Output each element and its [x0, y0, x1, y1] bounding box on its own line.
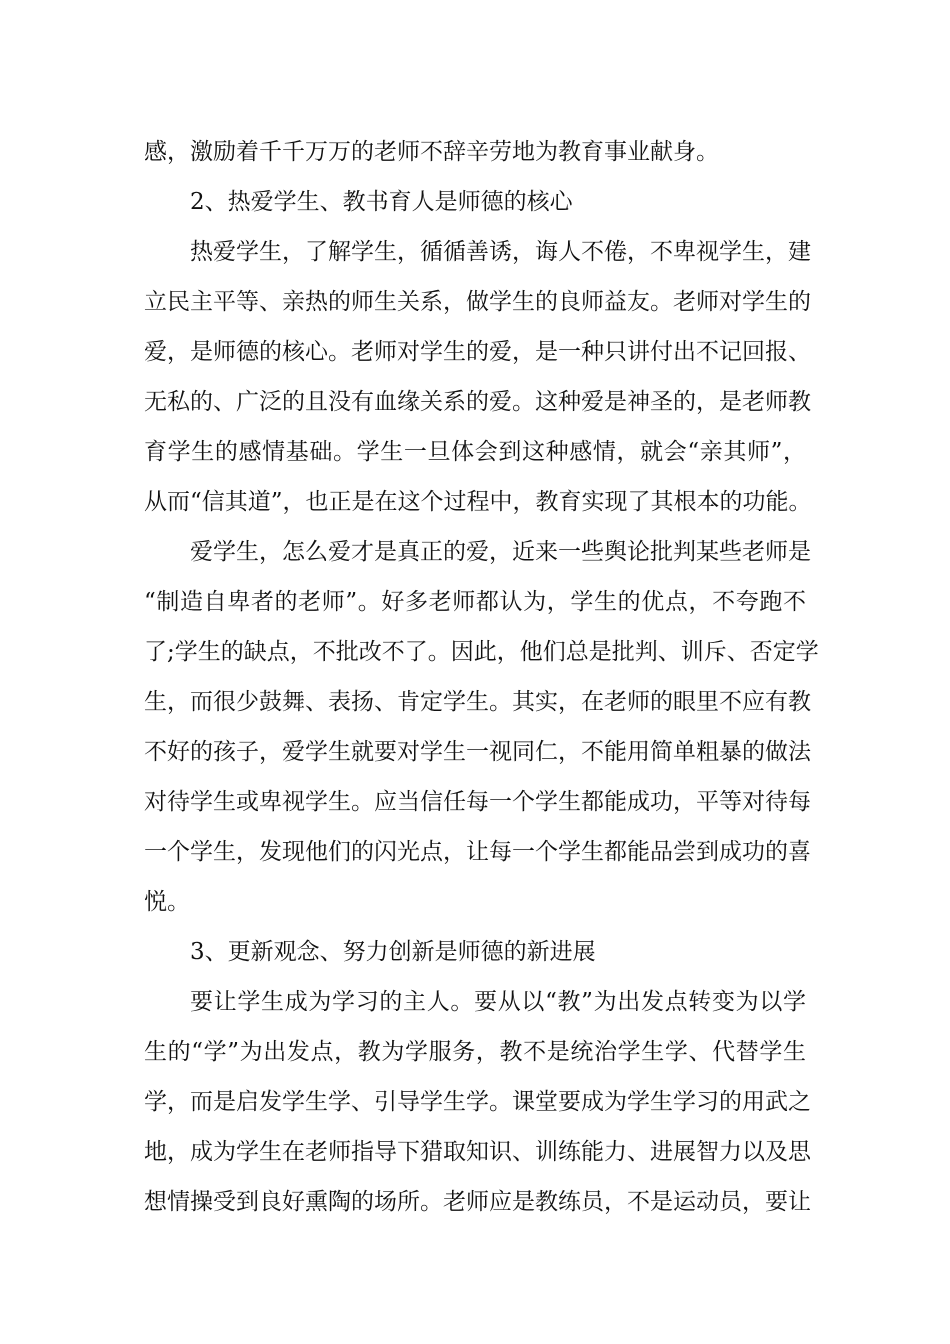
text-line: 不好的孩子，爱学生就要对学生一视同仁，不能用简单粗暴的做法	[144, 739, 811, 765]
text-line: 生的“学”为出发点，教为学服务，教不是统治学生学、代替学生	[144, 1039, 806, 1065]
text-line: 了;学生的缺点，不批改不了。因此，他们总是批判、训斥、否定学	[144, 639, 819, 665]
section-heading: 2、热爱学生、教书育人是师德的核心	[190, 189, 573, 215]
text-line: “制造自卑者的老师”。好多老师都认为，学生的优点，不夸跑不	[144, 589, 806, 615]
section-heading: 3、更新观念、努力创新是师德的新进展	[190, 939, 596, 965]
text-line: 地，成为学生在老师指导下猎取知识、训练能力、进展智力以及思	[144, 1139, 811, 1165]
text-line: 热爱学生，了解学生，循循善诱，诲人不倦，不卑视学生，建	[190, 239, 811, 265]
text-line: 一个学生，发现他们的闪光点，让每一个学生都能品尝到成功的喜	[144, 839, 811, 865]
text-line: 爱，是师德的核心。老师对学生的爱，是一种只讲付出不记回报、	[144, 339, 811, 365]
text-line: 爱学生，怎么爱才是真正的爱，近来一些舆论批判某些老师是	[190, 539, 811, 565]
text-line: 学，而是启发学生学、引导学生学。课堂要成为学生学习的用武之	[144, 1089, 811, 1115]
text-line: 育学生的感情基础。学生一旦体会到这种感情，就会“亲其师”，	[144, 439, 806, 465]
text-line: 对待学生或卑视学生。应当信任每一个学生都能成功，平等对待每	[144, 789, 811, 815]
text-line: 从而“信其道”，也正是在这个过程中，教育实现了其根本的功能。	[144, 489, 812, 515]
text-line: 想情操受到良好熏陶的场所。老师应是教练员，不是运动员，要让	[144, 1189, 811, 1215]
text-line: 无私的、广泛的且没有血缘关系的爱。这种爱是神圣的，是老师教	[144, 389, 811, 415]
text-line: 要让学生成为学习的主人。要从以“教”为出发点转变为以学	[190, 989, 806, 1015]
text-line: 生，而很少鼓舞、表扬、肯定学生。其实，在老师的眼里不应有教	[144, 689, 811, 715]
text-line: 立民主平等、亲热的师生关系，做学生的良师益友。老师对学生的	[144, 289, 811, 315]
text-line: 感，激励着千千万万的老师不辞辛劳地为教育事业献身。	[144, 139, 719, 165]
text-line: 悦。	[144, 889, 190, 915]
